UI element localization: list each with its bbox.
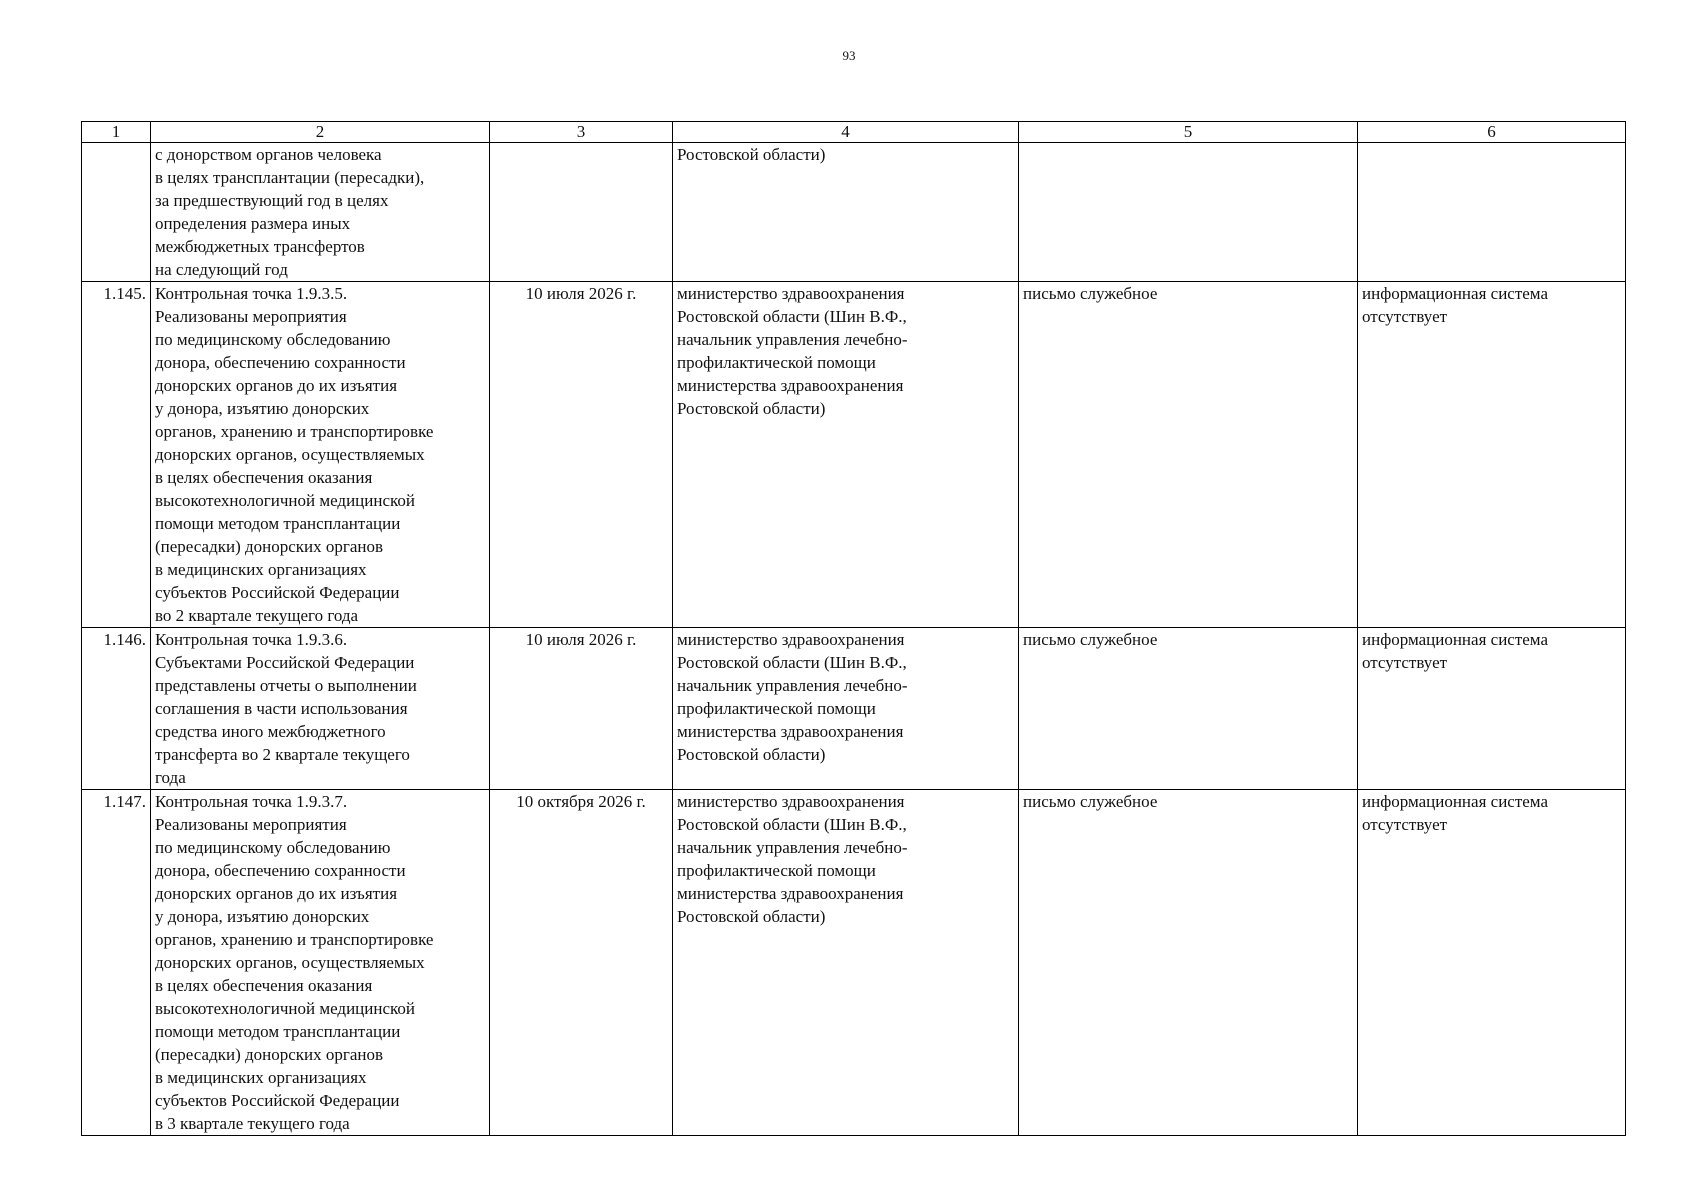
column-header-1: 1 <box>82 122 151 143</box>
column-header-6: 6 <box>1358 122 1626 143</box>
date-cell: 10 октября 2026 г. <box>490 790 673 1136</box>
column-header-5: 5 <box>1019 122 1358 143</box>
table-row <box>82 790 1626 1136</box>
date-cell: 10 июля 2026 г. <box>490 282 673 628</box>
table-row <box>82 282 1626 628</box>
table-row <box>82 143 1626 282</box>
row-number-cell: 1.145. <box>82 282 151 628</box>
control-points-table <box>81 121 1626 1136</box>
table-body <box>82 143 1626 1136</box>
information-system-cell: информационная система отсутствует <box>1358 282 1626 628</box>
row-number-cell <box>82 143 151 282</box>
information-system-cell: информационная система отсутствует <box>1358 628 1626 790</box>
description-cell: Контрольная точка 1.9.3.5. Реализованы мероприятия по медицинскому обследованию донора, обеспечению сохранности донорских органов до их изъятия у донора, изъятию донорских органов, хранению и транспортировке донорских органов, осуществляемых в целях обеспечения оказания высокотехнологичной медицинской помощи методом трансплантации (пересадки) донорских органов в медицинских организациях субъектов Российской Федерации во 2 квартале текущего года <box>151 282 490 628</box>
document-type-cell: письмо служебное <box>1019 282 1358 628</box>
header-row <box>82 122 1626 143</box>
date-cell <box>490 143 673 282</box>
responsible-cell: министерство здравоохранения Ростовской области (Шин В.Ф., начальник управления лечебно- профилактической помощи министерства здравоохранения Ростовской области) <box>673 790 1019 1136</box>
responsible-cell: Ростовской области) <box>673 143 1019 282</box>
information-system-cell: информационная система отсутствует <box>1358 790 1626 1136</box>
description-cell: с донорством органов человека в целях трансплантации (пересадки), за предшествующий год в целях определения размера иных межбюджетных трансфертов на следующий год <box>151 143 490 282</box>
description-cell: Контрольная точка 1.9.3.7. Реализованы мероприятия по медицинскому обследованию донора, обеспечению сохранности донорских органов до их изъятия у донора, изъятию донорских органов, хранению и транспортировке донорских органов, осуществляемых в целях обеспечения оказания высокотехнологичной медицинской помощи методом трансплантации (пересадки) донорских органов в медицинских организациях субъектов Российской Федерации в 3 квартале текущего года <box>151 790 490 1136</box>
column-header-3: 3 <box>490 122 673 143</box>
table-row <box>82 628 1626 790</box>
page-number: 93 <box>842 48 856 63</box>
responsible-cell: министерство здравоохранения Ростовской области (Шин В.Ф., начальник управления лечебно- профилактической помощи министерства здравоохранения Ростовской области) <box>673 628 1019 790</box>
document-type-cell: письмо служебное <box>1019 790 1358 1136</box>
document-type-cell <box>1019 143 1358 282</box>
column-header-4: 4 <box>673 122 1019 143</box>
responsible-cell: министерство здравоохранения Ростовской области (Шин В.Ф., начальник управления лечебно- профилактической помощи министерства здравоохранения Ростовской области) <box>673 282 1019 628</box>
table-header <box>82 122 1626 143</box>
information-system-cell <box>1358 143 1626 282</box>
row-number-cell: 1.146. <box>82 628 151 790</box>
column-header-2: 2 <box>151 122 490 143</box>
description-cell: Контрольная точка 1.9.3.6. Субъектами Российской Федерации представлены отчеты о выполнении соглашения в части использования средства иного межбюджетного трансферта во 2 квартале текущего года <box>151 628 490 790</box>
document-type-cell: письмо служебное <box>1019 628 1358 790</box>
row-number-cell: 1.147. <box>82 790 151 1136</box>
date-cell: 10 июля 2026 г. <box>490 628 673 790</box>
